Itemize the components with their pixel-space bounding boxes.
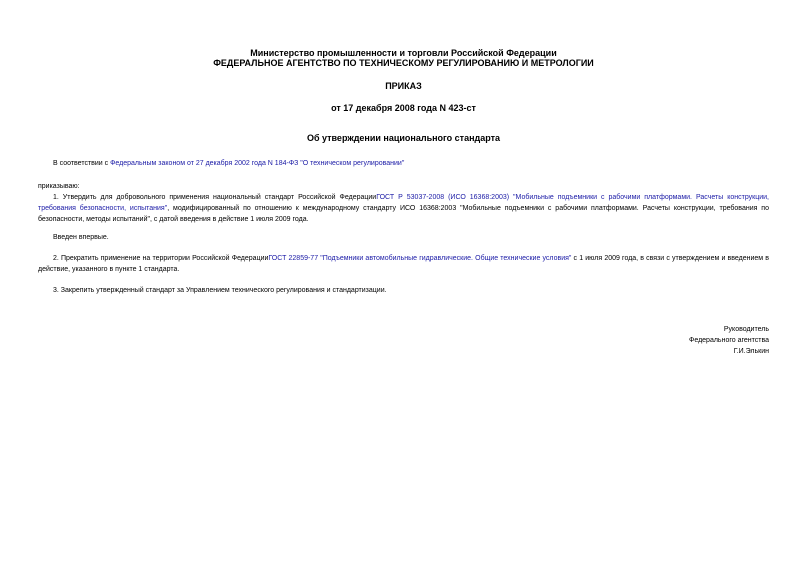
gost-r-53037-link[interactable]: ГОСТ Р 53037-2008 (ИСО 16368:2003) "Мобильные подъемники с рабочими платформами. Расчеты конструкции, требования безопасности, испытания": [38, 194, 769, 212]
item-2-paragraph: [38, 253, 769, 275]
basis-prefix: В соответствии с: [53, 160, 111, 167]
item-1-paragraph: [38, 192, 769, 225]
subject-heading: Об утверждении национального стандарта: [306, 133, 501, 143]
ministry-heading: Министерство промышленности и торговли Российской Федерации: [250, 48, 557, 58]
first-time-note: Введен впервые.: [53, 234, 109, 241]
gost-22859-link[interactable]: ГОСТ 22859-77 "Подъемники автомобильные гидравлические. Общие технические условия": [268, 255, 572, 262]
date-number-heading: от 17 декабря 2008 года N 423-ст: [331, 103, 476, 113]
item-2-suffix: с 1 июля 2009 года, в связи с утверждением и введением в действие, указанного в пункте 1 стандарта.: [38, 255, 769, 273]
item-3-paragraph: 3. Закрепить утвержденный стандарт за Управлением технического регулирования и стандартизации.: [53, 287, 387, 294]
agency-heading: ФЕДЕРАЛЬНОЕ АГЕНТСТВО ПО ТЕХНИЧЕСКОМУ РЕГУЛИРОВАНИЮ И МЕТРОЛОГИИ: [213, 58, 594, 68]
basis-paragraph: [38, 158, 769, 169]
item-2-prefix: 2. Прекратить применение на территории Российской Федерации: [53, 255, 269, 262]
signature-name: Г.И.Элькин: [733, 348, 769, 355]
signature-position: Руководитель: [723, 326, 769, 333]
item-1-suffix: , модифицированный по отношению к международному стандарту ИСО 16368:2003 "Мобильные подъемники с рабочими платформами. Расчеты конструкции, требования по безопасности, методы испытаний", с датой введения в действие 1 июля 2009 года.: [38, 205, 769, 223]
signature-organization: Федерального агентства: [689, 337, 769, 344]
federal-law-link[interactable]: Федеральным законом от 27 декабря 2002 года N 184-ФЗ "О техническом регулировании": [110, 160, 405, 167]
item-1-prefix: 1. Утвердить для добровольного применения национальный стандарт Российской Федерации: [53, 194, 377, 201]
document-type-heading: ПРИКАЗ: [385, 81, 422, 91]
orders-line: приказываю:: [38, 183, 80, 190]
